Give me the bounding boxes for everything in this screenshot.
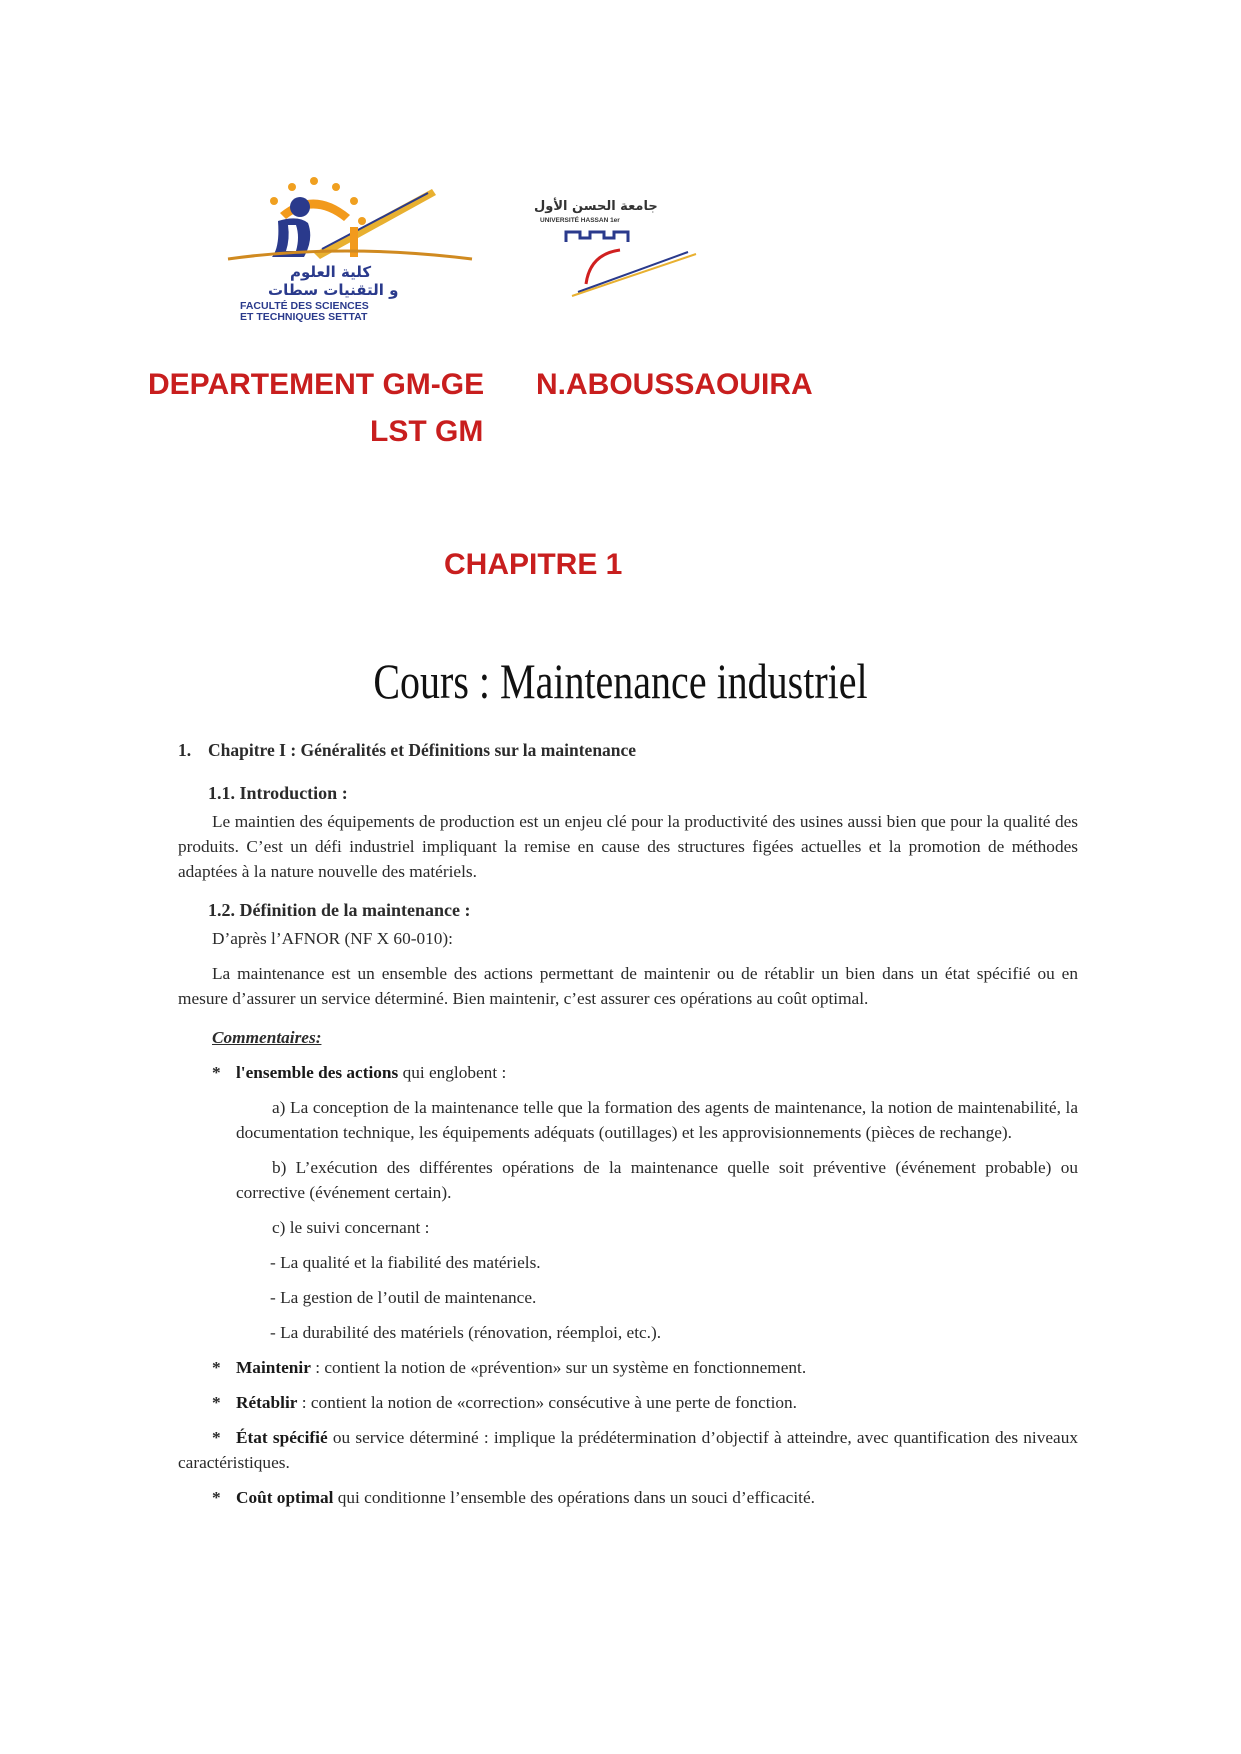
bullet-star: *	[212, 1358, 221, 1377]
definition-heading: 1.2. Définition de la maintenance :	[208, 900, 471, 920]
fst-french-line1: FACULTÉ DES SCIENCES	[240, 300, 369, 312]
university-latin-name: UNIVERSITÉ HASSAN 1er	[540, 217, 620, 224]
author-name: N.ABOUSSAOUIRA	[536, 368, 813, 401]
definition-paragraph: La maintenance est un ensemble des actions permettant de maintenir ou de rétablir un bien dans un état spécifié ou en mesure d’assurer un service déterminé. Bien maintenir, c’est assurer ces opérations au coût optimal.	[178, 964, 1078, 1008]
term-maintenir: Maintenir	[236, 1358, 311, 1377]
comment-item-b: b) L’exécution des différentes opérations de la maintenance quelle soit préventive (événement probable) ou corrective (événement certain).	[236, 1158, 1078, 1202]
bullet-star: *	[212, 1488, 221, 1507]
fst-french-line2: ET TECHNIQUES SETTAT	[240, 311, 368, 323]
universite-hassan-1er-logo	[528, 192, 708, 297]
text-retablir: : contient la notion de «correction» consécutive à une perte de fonction.	[297, 1393, 797, 1412]
text-maintenir: : contient la notion de «prévention» sur un système en fonctionnement.	[310, 1358, 807, 1377]
chapter-heading: CHAPITRE 1	[444, 548, 623, 581]
course-title: Cours : Maintenance industriel	[373, 653, 868, 709]
term-actions: l'ensemble des actions	[236, 1063, 399, 1082]
fst-arabic-line1: كلية العلوم	[290, 263, 372, 281]
text-cout: qui conditionne l’ensemble des opérations dans un souci d’efficacité.	[333, 1488, 815, 1507]
fst-arabic-line2: و التقنيات سطات	[268, 281, 399, 299]
dash-item-quality: - La qualité et la fiabilité des matériels.	[270, 1253, 541, 1272]
introduction-paragraph: Le maintien des équipements de production est un enjeu clé pour la productivité des usines aussi bien que pour la qualité des produits. C’est un défi industriel impliquant la remise en cause des structures figées actuelles et la promotion de méthodes adaptées à la nature nouvelle des matériels.	[178, 812, 1078, 881]
text-actions: qui englobent :	[398, 1063, 507, 1082]
comment-maintenir	[178, 1355, 1078, 1380]
document-body	[178, 738, 1078, 1510]
term-etat: État spécifié	[236, 1428, 328, 1447]
comment-cout	[178, 1485, 1078, 1510]
definition-source: D’après l’AFNOR (NF X 60-010):	[212, 929, 453, 948]
comment-item-a: a) La conception de la maintenance telle que la formation des agents de maintenance, la notion de maintenabilité, la documentation technique, les équipements adéquats (outillages) et les approvisionnements (pièces de rechange).	[236, 1098, 1078, 1142]
scholar-figure-icon	[272, 197, 310, 257]
text-etat: ou service déterminé : implique la prédétermination d’objectif à atteindre, avec quantification des niveaux caractéristiques.	[178, 1428, 1078, 1472]
comments-heading: Commentaires:	[212, 1028, 322, 1047]
term-retablir: Rétablir	[236, 1393, 298, 1412]
comment-etat	[178, 1425, 1078, 1475]
university-arabic-name: جامعة الحسن الأول	[534, 199, 658, 214]
section-number: 1.	[178, 740, 192, 760]
crenellated-wall-icon	[566, 232, 628, 242]
dash-item-durability: - La durabilité des matériels (rénovation, réemploi, etc.).	[270, 1323, 662, 1342]
bullet-star: *	[212, 1428, 221, 1447]
comment-retablir	[178, 1390, 1078, 1415]
dash-item-management: - La gestion de l’outil de maintenance.	[270, 1288, 537, 1307]
section-heading	[178, 738, 1078, 763]
comment-actions	[178, 1060, 1078, 1085]
term-cout: Coût optimal	[236, 1488, 334, 1507]
pen-icon	[314, 189, 436, 259]
introduction-heading: 1.1. Introduction :	[208, 783, 348, 803]
fst-settat-logo	[222, 175, 482, 325]
bullet-star: *	[212, 1393, 221, 1412]
bullet-star: *	[212, 1063, 221, 1082]
program-label: LST GM	[370, 415, 484, 448]
department-label: DEPARTEMENT GM-GE	[148, 368, 485, 401]
comment-item-c: c) le suivi concernant :	[272, 1218, 430, 1237]
arc-emblem-icon	[572, 250, 696, 296]
section-title: Chapitre I : Généralités et Définitions sur la maintenance	[208, 740, 637, 760]
